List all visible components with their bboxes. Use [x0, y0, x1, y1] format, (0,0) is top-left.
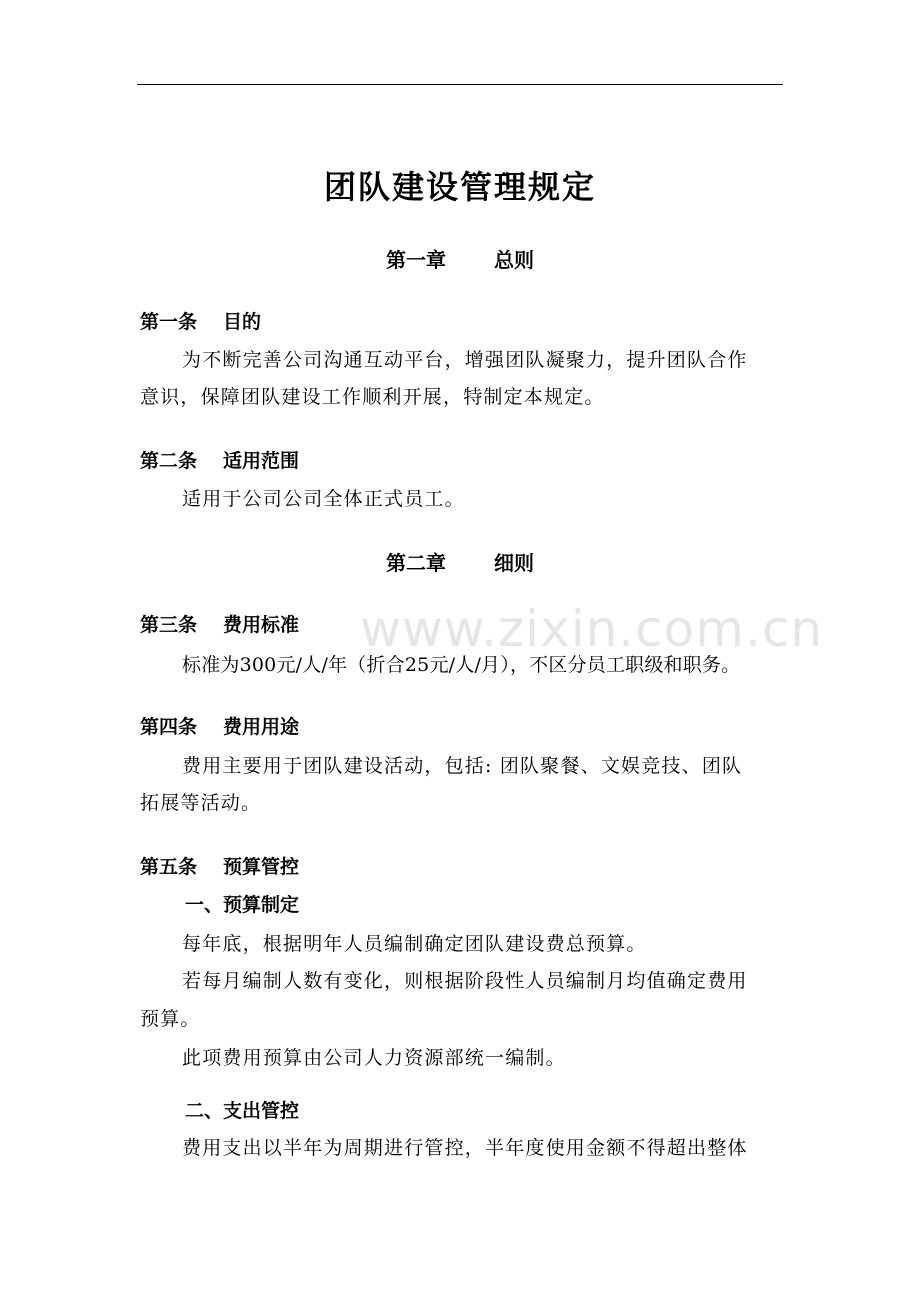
paragraph-line: 预算。 [140, 1008, 201, 1030]
document-title: 团队建设管理规定 [323, 168, 596, 206]
chapter-1-heading [0, 244, 920, 273]
paragraph-line: 若每月编制人数有变化，则根据阶段性人员编制月均值确定费用 [182, 970, 748, 992]
paragraph-line: 意识，保障团队建设工作顺利开展，特制定本规定。 [140, 386, 605, 408]
article-number: 第一条 [140, 311, 198, 333]
article-name: 适用范围 [223, 450, 300, 472]
article-2-heading [140, 446, 299, 473]
chapter-name: 细则 [494, 551, 534, 575]
chapter-number: 第二章 [386, 551, 446, 575]
article-name: 预算管控 [223, 856, 300, 878]
article-3-heading [140, 610, 299, 637]
article-number: 第三条 [140, 614, 198, 636]
article-number: 第二条 [140, 450, 198, 472]
paragraph-line: 每年底，根据明年人员编制确定团队建设费总预算。 [182, 933, 647, 955]
chapter-2-heading [0, 547, 920, 576]
chapter-number: 第一章 [386, 248, 446, 272]
paragraph-line: 费用主要用于团队建设活动，包括: 团队聚餐、文娱竞技、团队 [182, 755, 743, 777]
paragraph-line: 此项费用预算由公司人力资源部统一编制。 [182, 1047, 566, 1069]
article-name: 目的 [223, 311, 262, 333]
paragraph-line: 标准为300元/人/年（折合25元/人/月），不区分员工职级和职务。 [182, 654, 741, 676]
article-5-heading [140, 852, 299, 879]
paragraph-line: 费用支出以半年为周期进行管控，半年度使用金额不得超出整体 [182, 1137, 748, 1159]
watermark: www.zixin.com.cn [360, 600, 824, 658]
article-number: 第五条 [140, 856, 198, 878]
subsection-heading: 二、支出管控 [185, 1100, 300, 1122]
article-name: 费用用途 [223, 716, 300, 738]
subsection-heading: 一、预算制定 [185, 894, 300, 916]
article-name: 费用标准 [223, 614, 300, 636]
article-1-heading [140, 307, 261, 334]
article-4-heading [140, 712, 299, 739]
paragraph-line: 拓展等活动。 [140, 792, 262, 814]
paragraph-line: 适用于公司公司全体正式员工。 [182, 488, 465, 510]
article-number: 第四条 [140, 716, 198, 738]
paragraph-line: 为不断完善公司沟通互动平台，增强团队凝聚力，提升团队合作 [182, 349, 748, 371]
header-rule [137, 84, 783, 85]
chapter-name: 总则 [494, 248, 534, 272]
